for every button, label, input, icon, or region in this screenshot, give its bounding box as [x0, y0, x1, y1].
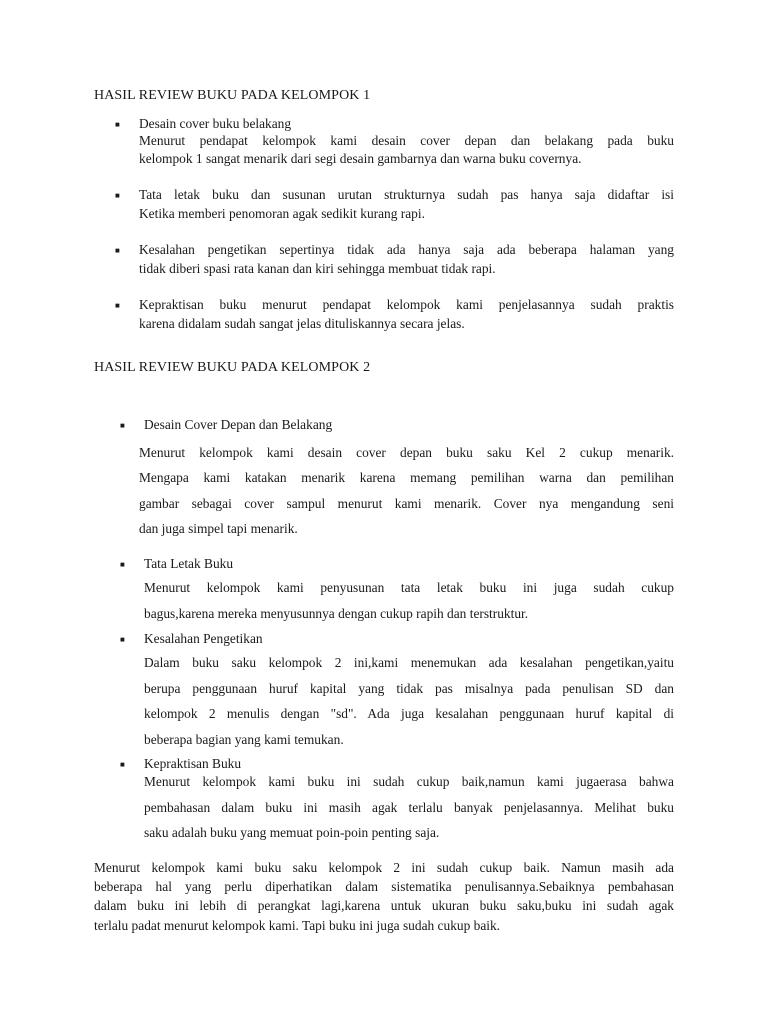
item-text-line: Dalam buku saku kelompok 2 ini,kami menemukan ada kesalahan pengetikan,yaitu — [144, 655, 674, 670]
conclusion-line: beberapa hal yang perlu diperhatikan dalam sistematika penulisannya.Sebaiknya pembahasan — [94, 879, 674, 894]
item-text-line: saku adalah buku yang memuat poin-poin penting saja. — [144, 825, 440, 840]
bullet-icon: ■ — [115, 191, 120, 200]
item-text-line: Tata letak buku dan susunan urutan strukturnya sudah pas hanya saja didaftar isi — [139, 187, 674, 202]
item-text-line: Kepraktisan buku menurut pendapat kelompok kami penjelasannya sudah praktis — [139, 297, 674, 312]
item-text-line: gambar sebagai cover sampul menurut kami menarik. Cover nya mengandung seni — [139, 496, 674, 511]
item-text-line: pembahasan dalam buku ini masih agak terlalu banyak penjelasannya. Melihat buku — [144, 800, 674, 815]
item-title: Kesalahan Pengetikan — [144, 631, 263, 646]
item-text-line: Mengapa kami katakan menarik karena memang pemilihan warna dan pemilihan — [139, 470, 674, 485]
item-text-line: Ketika memberi penomoran agak sedikit kurang rapi. — [139, 206, 425, 221]
item-title: Tata Letak Buku — [144, 556, 234, 571]
bullet-icon: ■ — [120, 421, 125, 430]
item-text-line: karena didalam sudah sangat jelas dituliskannya secara jelas. — [139, 316, 465, 331]
item-title: Kepraktisan Buku — [144, 756, 242, 771]
item-text-line: kelompok 1 sangat menarik dari segi desain gambarnya dan warna buku covernya. — [139, 151, 582, 166]
item-text-line: Menurut kelompok kami penyusunan tata letak buku ini juga sudah cukup — [144, 580, 674, 595]
item-text-line: Kesalahan pengetikan sepertinya tidak ada hanya saja ada beberapa halaman yang — [139, 242, 674, 257]
item-text-line: Menurut kelompok kami buku ini sudah cukup baik,namun kami jugaerasa bahwa — [144, 774, 674, 789]
section1-heading: HASIL REVIEW BUKU PADA KELOMPOK 1 — [94, 88, 371, 103]
item-title: Desain Cover Depan dan Belakang — [144, 417, 333, 432]
item-text-line: dan juga simpel tapi menarik. — [139, 521, 298, 536]
bullet-icon: ■ — [120, 635, 125, 644]
bullet-icon: ■ — [115, 120, 120, 129]
item-text-line: berupa penggunaan huruf kapital yang tidak pas misalnya pada penulisan SD dan — [144, 681, 674, 696]
item-title: Desain cover buku belakang — [139, 116, 292, 131]
bullet-icon: ■ — [115, 301, 120, 310]
item-text-line: tidak diberi spasi rata kanan dan kiri sehingga membuat tidak rapi. — [139, 261, 496, 276]
conclusion-line: terlalu padat menurut kelompok kami. Tapi buku ini juga sudah cukup baik. — [94, 918, 501, 933]
conclusion-line: Menurut kelompok kami buku saku kelompok 2 ini sudah cukup baik. Namun masih ada — [94, 860, 674, 875]
section2-heading: HASIL REVIEW BUKU PADA KELOMPOK 2 — [94, 360, 371, 375]
item-text-line: Menurut kelompok kami desain cover depan buku saku Kel 2 cukup menarik. — [139, 445, 674, 460]
bullet-icon: ■ — [120, 560, 125, 569]
item-text-line: Menurut pendapat kelompok kami desain cover depan dan belakang pada buku — [139, 133, 674, 148]
item-text-line: bagus,karena mereka menyusunnya dengan cukup rapih dan terstruktur. — [144, 606, 529, 621]
conclusion-line: dalam buku ini lebih di perangkat lagi,karena untuk ukuran buku saku,buku ini sudah agak — [94, 898, 674, 913]
bullet-icon: ■ — [115, 246, 120, 255]
item-text-line: kelompok 2 menulis dengan "sd". Ada juga kesalahan penggunaan huruf kapital di — [144, 706, 674, 721]
item-text-line: beberapa bagian yang kami temukan. — [144, 732, 344, 747]
bullet-icon: ■ — [120, 760, 125, 769]
